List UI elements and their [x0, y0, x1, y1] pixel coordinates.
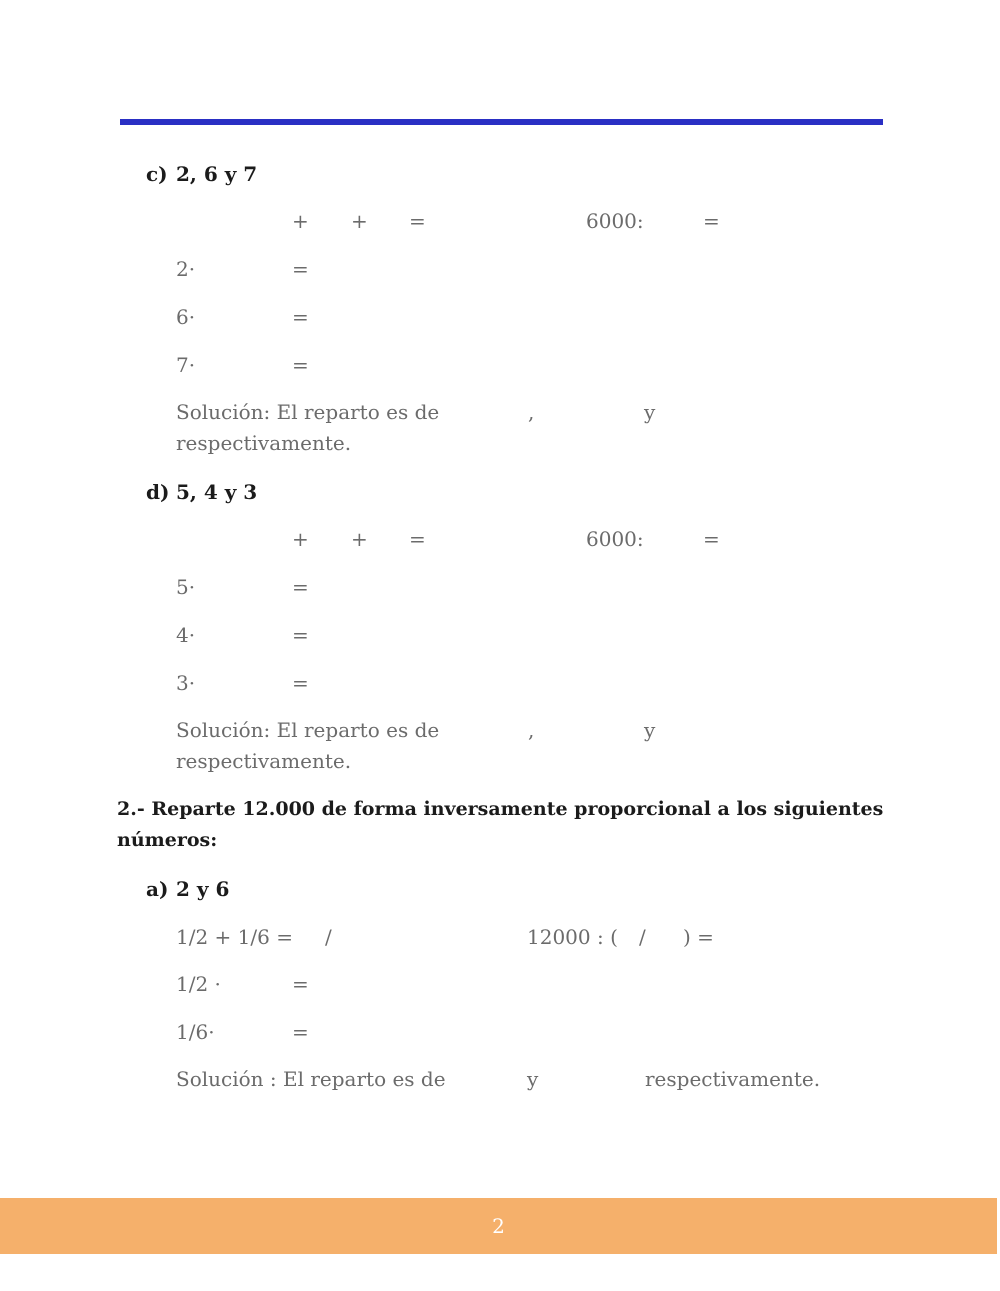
- solution-end: respectivamente.: [176, 431, 352, 455]
- division-label: 12000 : (: [527, 925, 618, 949]
- division-close: ) =: [683, 925, 714, 949]
- solution-text: Solución: El reparto es de: [176, 400, 440, 424]
- header-rule: [120, 119, 883, 125]
- factor-label: 7·: [176, 353, 196, 377]
- factor-label: 3·: [176, 671, 196, 695]
- plus-sign: +: [292, 527, 309, 551]
- factor-label: 1/6·: [176, 1020, 215, 1044]
- factor-label: 1/2 ·: [176, 972, 221, 996]
- solution-y: y: [644, 400, 656, 424]
- equals-sign: =: [292, 305, 309, 329]
- problem-heading: 2.- Reparte 12.000 de forma inversamente proporcional a los siguientes: [117, 798, 884, 820]
- equals-sign: =: [292, 972, 309, 996]
- solution-y: y: [644, 718, 656, 742]
- division-label: 6000:: [586, 527, 644, 551]
- plus-sign: +: [292, 209, 309, 233]
- equals-sign: =: [292, 1020, 309, 1044]
- fraction-slash: /: [639, 925, 646, 949]
- solution-comma: ,: [528, 718, 535, 742]
- fraction-slash: /: [325, 925, 332, 949]
- page-footer: [0, 1198, 997, 1254]
- equals-sign: =: [292, 257, 309, 281]
- equals-sign: =: [409, 527, 426, 551]
- equals-sign: =: [409, 209, 426, 233]
- fraction-sum: 1/2 + 1/6 =: [176, 925, 293, 949]
- factor-label: 5·: [176, 575, 196, 599]
- solution-end: respectivamente.: [176, 749, 352, 773]
- factor-label: 2·: [176, 257, 196, 281]
- equals-sign: =: [292, 575, 309, 599]
- plus-sign: +: [351, 209, 368, 233]
- item-label-a: a): [146, 877, 169, 901]
- factor-label: 6·: [176, 305, 196, 329]
- page-number: 2: [492, 1214, 505, 1238]
- equals-sign: =: [703, 527, 720, 551]
- item-title-d: 5, 4 y 3: [176, 480, 258, 504]
- item-title-a: 2 y 6: [176, 877, 230, 901]
- plus-sign: +: [351, 527, 368, 551]
- item-label-d: d): [146, 480, 170, 504]
- item-label-c: c): [146, 162, 168, 186]
- item-title-c: 2, 6 y 7: [176, 162, 258, 186]
- factor-label: 4·: [176, 623, 196, 647]
- solution-text: Solución : El reparto es de: [176, 1067, 446, 1091]
- problem-heading-cont: números:: [117, 829, 218, 851]
- solution-text: Solución: El reparto es de: [176, 718, 440, 742]
- division-label: 6000:: [586, 209, 644, 233]
- solution-end: respectivamente.: [645, 1067, 821, 1091]
- equals-sign: =: [703, 209, 720, 233]
- solution-comma: ,: [528, 400, 535, 424]
- solution-y: y: [527, 1067, 539, 1091]
- equals-sign: =: [292, 671, 309, 695]
- equals-sign: =: [292, 623, 309, 647]
- equals-sign: =: [292, 353, 309, 377]
